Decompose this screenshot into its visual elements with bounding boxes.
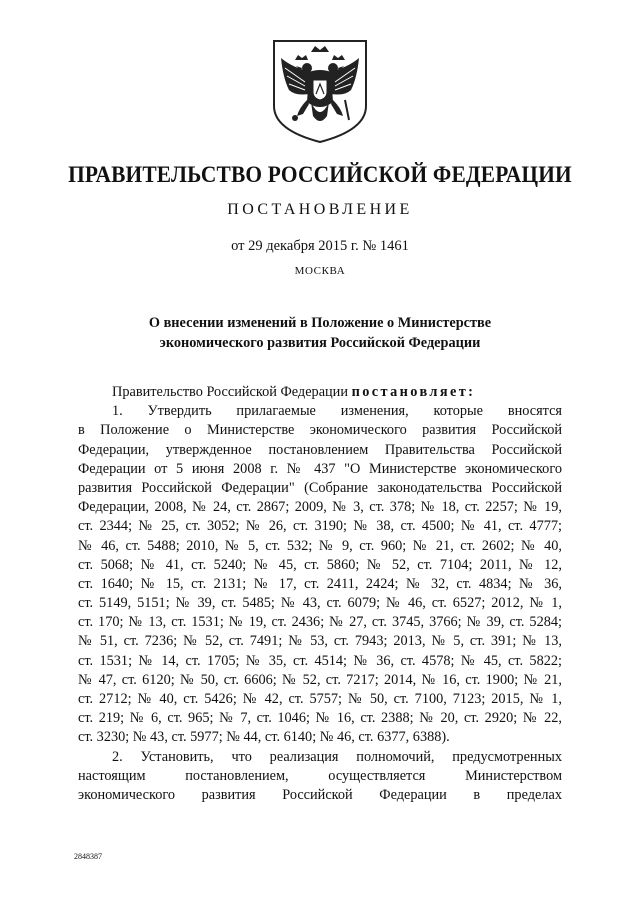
paragraph-line: Федерации, 2008, № 24, ст. 2867; 2009, № 3, ст. 378; № 18, ст. 2257; № 19, — [78, 499, 562, 516]
paragraph-line: ст. 2344; № 25, ст. 3052; № 26, ст. 3190; № 38, ст. 4500; № 41, ст. 4777; — [78, 518, 562, 535]
paragraph-line: № 51, ст. 7236; № 52, ст. 7491; № 53, ст. 7943; 2013, № 5, ст. 391; № 13, — [78, 633, 562, 650]
paragraph-line: ст. 1531; № 14, ст. 1705; № 35, ст. 4514; № 36, ст. 4578; № 45, ст. 5822; — [78, 652, 562, 669]
paragraph-line: ст. 219; № 6, ст. 965; № 7, ст. 1046; № 16, ст. 2388; № 20, ст. 2920; № 22, — [78, 710, 562, 727]
paragraph-line: ст. 1640; № 15, ст. 2131; № 17, ст. 2411, 2424; № 32, ст. 4834; № 36, — [78, 575, 562, 592]
paragraph-line: 1. Утвердить прилагаемые изменения, которые вносятся — [112, 403, 562, 420]
paragraph-line: экономического развития Российской Федерации в пределах — [78, 786, 562, 803]
paragraph-line: ст. 170; № 13, ст. 1531; № 19, ст. 2436; № 27, ст. 3745, 3766; № 39, ст. 5284; — [78, 614, 562, 631]
paragraph-line: настоящим постановлением, осуществляется Министерством — [78, 767, 562, 784]
paragraph-line: развития Российской Федерации" (Собрание законодательства Российской — [78, 479, 562, 496]
date-and-number: от 29 декабря 2015 г. № 1461 — [231, 238, 409, 254]
intro-prefix: Правительство Российской Федерации — [112, 384, 352, 400]
paragraph-line: Федерации от 5 июня 2008 г. № 437 "О Министерстве экономического — [78, 460, 562, 477]
paragraph-line: 2. Установить, что реализация полномочий, предусмотренных — [112, 748, 562, 765]
document-id-number: 2848387 — [74, 852, 102, 861]
coat-of-arms-emblem — [271, 38, 369, 144]
paragraph-line: № 46, ст. 5488; 2010, № 5, ст. 532; № 9, ст. 960; № 21, ст. 2602; № 40, — [78, 537, 562, 554]
paragraph-line: в Положение о Министерстве экономического развития Российской — [78, 422, 562, 439]
city-name: МОСКВА — [294, 265, 346, 277]
paragraph-line: ст. 2712; № 40, ст. 5426; № 42, ст. 5757; № 50, ст. 7100, 7123; 2015, № 1, — [78, 691, 562, 707]
paragraph-line: Федерации, утвержденное постановлением Правительства Российской — [78, 441, 562, 458]
document-subject — [60, 313, 580, 353]
paragraph-line: ст. 3230; № 43, ст. 5977; № 44, ст. 6140; № 46, ст. 6377, 6388). — [78, 729, 450, 746]
government-title: ПРАВИТЕЛЬСТВО РОССИЙСКОЙ ФЕДЕРАЦИИ — [68, 162, 572, 187]
paragraph-line: ст. 5149, 5151; № 39, ст. 5485; № 43, ст. 6079; № 46, ст. 6527; 2012, № 1, — [78, 595, 562, 612]
paragraph-line: ст. 5068; № 41, ст. 5240; № 45, ст. 5860; № 52, ст. 7104; 2011, № 12, — [78, 556, 562, 573]
subject-line: О внесении изменений в Положение о Министерстве — [148, 315, 492, 331]
intro-line — [78, 383, 562, 402]
decree-word: постановляет: — [351, 384, 476, 400]
document-type: ПОСТАНОВЛЕНИЕ — [227, 201, 413, 218]
subject-line: экономического развития Российской Федерации — [159, 335, 481, 351]
document-body — [78, 383, 562, 805]
paragraph-line: № 47, ст. 6120; № 50, ст. 6606; № 52, ст. 7217; 2014, № 16, ст. 1900; № 21, — [78, 671, 562, 688]
